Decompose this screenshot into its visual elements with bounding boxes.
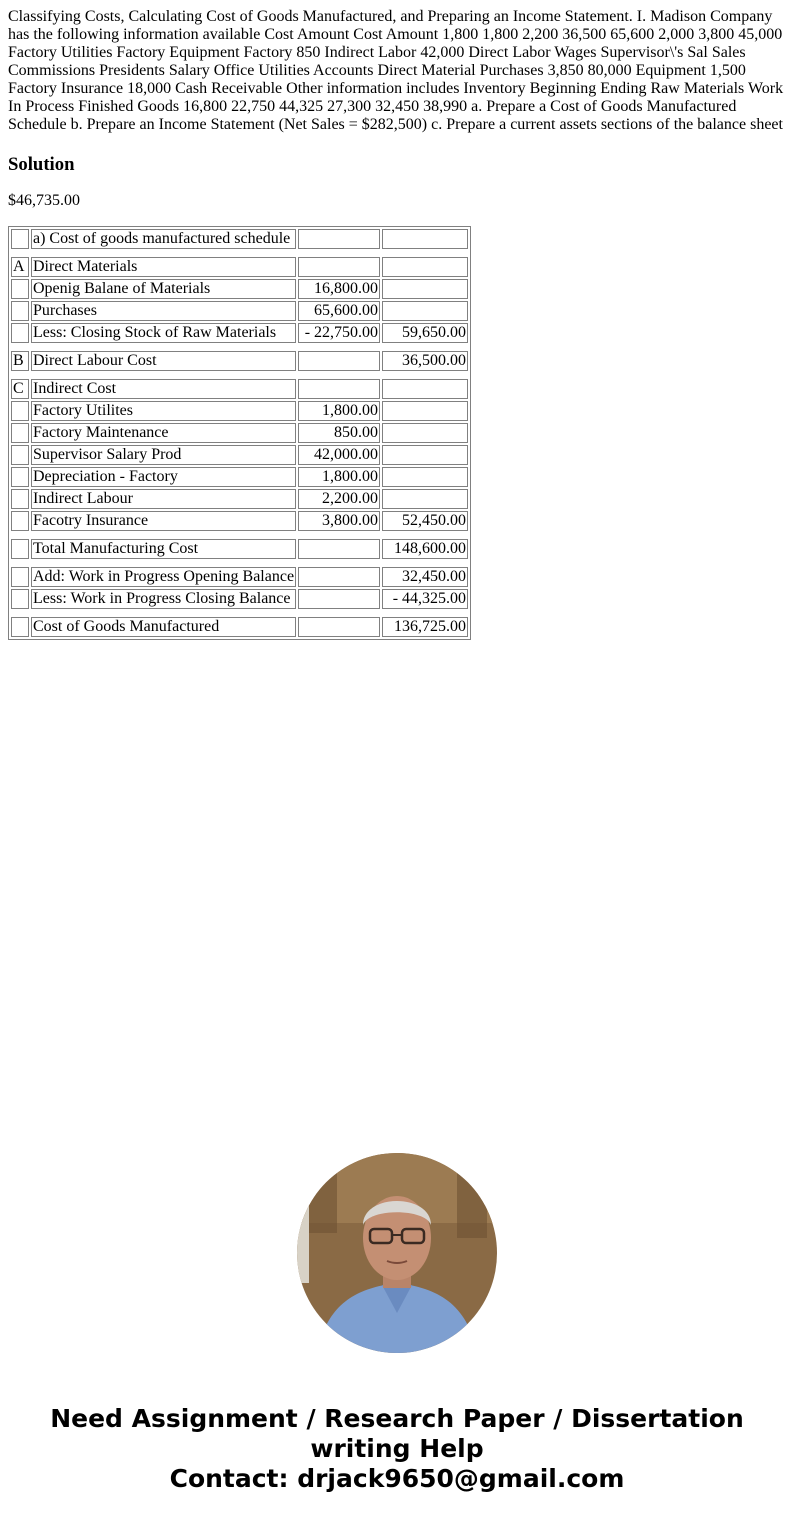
solution-heading: Solution bbox=[8, 154, 75, 175]
row-amount-cell bbox=[298, 351, 380, 371]
row-amount-cell bbox=[298, 589, 380, 609]
row-code-cell bbox=[11, 445, 29, 465]
row-total-cell bbox=[382, 229, 468, 249]
promo-contact: Contact: drjack9650@gmail.com bbox=[169, 1464, 625, 1493]
row-code-cell bbox=[11, 323, 29, 343]
row-total-cell bbox=[382, 423, 468, 443]
table-row bbox=[11, 323, 468, 343]
row-description-cell: Openig Balane of Materials bbox=[31, 279, 296, 299]
row-code-cell bbox=[11, 423, 29, 443]
row-total-cell bbox=[382, 379, 468, 399]
row-amount-cell bbox=[298, 379, 380, 399]
row-amount-cell bbox=[298, 229, 380, 249]
row-amount-cell bbox=[298, 567, 380, 587]
row-amount-cell: 850.00 bbox=[298, 423, 380, 443]
row-spacer-cell bbox=[11, 373, 468, 377]
row-spacer-cell bbox=[11, 251, 468, 255]
row-amount-cell bbox=[298, 257, 380, 277]
row-code-cell bbox=[11, 401, 29, 421]
row-code-cell bbox=[11, 567, 29, 587]
row-code-cell bbox=[11, 589, 29, 609]
row-code-cell bbox=[11, 229, 29, 249]
row-description-cell: a) Cost of goods manufactured schedule bbox=[31, 229, 296, 249]
row-spacer bbox=[11, 345, 468, 349]
table-row bbox=[11, 589, 468, 609]
row-code-cell: A bbox=[11, 257, 29, 277]
table-row bbox=[11, 511, 468, 531]
row-amount-cell: 2,200.00 bbox=[298, 489, 380, 509]
table-row bbox=[11, 257, 468, 277]
row-total-cell: 52,450.00 bbox=[382, 511, 468, 531]
row-code-cell bbox=[11, 301, 29, 321]
row-code-cell: B bbox=[11, 351, 29, 371]
row-amount-cell: 65,600.00 bbox=[298, 301, 380, 321]
row-amount-cell: 42,000.00 bbox=[298, 445, 380, 465]
row-spacer bbox=[11, 561, 468, 565]
row-amount-cell bbox=[298, 617, 380, 637]
table-row bbox=[11, 351, 468, 371]
row-amount-cell bbox=[298, 539, 380, 559]
row-description-cell: Cost of Goods Manufactured bbox=[31, 617, 296, 637]
table-row bbox=[11, 279, 468, 299]
row-amount-cell: 16,800.00 bbox=[298, 279, 380, 299]
table-row bbox=[11, 567, 468, 587]
row-spacer bbox=[11, 533, 468, 537]
tutor-photo bbox=[297, 1153, 497, 1353]
row-total-cell: 36,500.00 bbox=[382, 351, 468, 371]
row-amount-cell: - 22,750.00 bbox=[298, 323, 380, 343]
table-row bbox=[11, 445, 468, 465]
row-total-cell: - 44,325.00 bbox=[382, 589, 468, 609]
row-description-cell: Supervisor Salary Prod bbox=[31, 445, 296, 465]
answer-value: $46,735.00 bbox=[8, 192, 80, 209]
row-spacer bbox=[11, 373, 468, 377]
row-description-cell: Purchases bbox=[31, 301, 296, 321]
row-spacer bbox=[11, 251, 468, 255]
row-code-cell bbox=[11, 539, 29, 559]
row-total-cell bbox=[382, 489, 468, 509]
row-description-cell: Depreciation - Factory bbox=[31, 467, 296, 487]
row-total-cell: 136,725.00 bbox=[382, 617, 468, 637]
row-spacer-cell bbox=[11, 533, 468, 537]
table-body bbox=[11, 229, 468, 637]
row-total-cell: 148,600.00 bbox=[382, 539, 468, 559]
row-description-cell: Add: Work in Progress Opening Balance bbox=[33, 568, 295, 585]
page-content bbox=[8, 8, 786, 640]
row-spacer-cell bbox=[11, 345, 468, 349]
row-total-cell bbox=[382, 467, 468, 487]
row-description-cell: Indirect Cost bbox=[31, 379, 296, 399]
table-row bbox=[11, 423, 468, 443]
row-total-cell bbox=[382, 301, 468, 321]
row-spacer-cell bbox=[11, 611, 468, 615]
table-row bbox=[11, 229, 468, 249]
table-row bbox=[11, 401, 468, 421]
table-row bbox=[11, 379, 468, 399]
row-spacer-cell bbox=[11, 561, 468, 565]
row-description-cell: Facotry Insurance bbox=[31, 511, 296, 531]
row-code-cell bbox=[11, 617, 29, 637]
table-row bbox=[11, 301, 468, 321]
cost-of-goods-manufactured-table bbox=[8, 226, 471, 640]
row-description-cell: Factory Maintenance bbox=[31, 423, 296, 443]
row-code-cell bbox=[11, 489, 29, 509]
row-amount-cell: 3,800.00 bbox=[298, 511, 380, 531]
row-code-cell bbox=[11, 511, 29, 531]
tutor-avatar bbox=[297, 1153, 497, 1353]
row-total-cell: 59,650.00 bbox=[382, 323, 468, 343]
row-amount-cell: 1,800.00 bbox=[298, 401, 380, 421]
row-description-cell: Indirect Labour bbox=[31, 489, 296, 509]
row-code-cell bbox=[11, 279, 29, 299]
row-description-cell: Factory Utilites bbox=[31, 401, 296, 421]
promo-line-2: writing Help bbox=[310, 1434, 484, 1463]
row-description-cell: Direct Materials bbox=[31, 257, 296, 277]
row-total-cell bbox=[382, 279, 468, 299]
row-amount-cell: 1,800.00 bbox=[298, 467, 380, 487]
row-description-cell: Less: Work in Progress Closing Balance bbox=[31, 589, 296, 609]
row-total-cell: 32,450.00 bbox=[382, 567, 468, 587]
row-total-cell bbox=[382, 257, 468, 277]
question-text: Classifying Costs, Calculating Cost of Goods Manufactured, and Preparing an Income Statement. I. Madison Company has the following information available Cost Amount Cost Amount 1,800 1,800 2,200 36,500 65,600 2,000 3,800 45,000 Factory Utilities Factory Equipment Factory 850 Indirect Labor 42,000 Direct Labor Wages Supervisor\'s Sal Sales Commissions Presidents Salary Office Utilities Accounts Direct Material Purchases 3,850 80,000 Equipment 1,500 Factory Insurance 18,000 Cash Receivable Other information includes Inventory Beginning Ending Raw Materials Work In Process Finished Goods 16,800 22,750 44,325 27,300 32,450 38,990 a. Prepare a Cost of Goods Manufactured Schedule b. Prepare an Income Statement (Net Sales = $282,500) c. Prepare a current assets sections of the balance sheet bbox=[8, 8, 784, 133]
row-total-cell bbox=[382, 401, 468, 421]
row-description-cell: Direct Labour Cost bbox=[31, 351, 296, 371]
row-code-cell bbox=[11, 467, 29, 487]
table-row bbox=[11, 467, 468, 487]
row-description-cell: Total Manufacturing Cost bbox=[31, 539, 296, 559]
row-code-cell: C bbox=[11, 379, 29, 399]
promo-line-1: Need Assignment / Research Paper / Dissertation bbox=[50, 1404, 744, 1433]
row-total-cell bbox=[382, 445, 468, 465]
table-row bbox=[11, 617, 468, 637]
table-row bbox=[11, 539, 468, 559]
table-row bbox=[11, 489, 468, 509]
row-description-cell: Less: Closing Stock of Raw Materials bbox=[31, 323, 296, 343]
row-spacer bbox=[11, 611, 468, 615]
promo-banner bbox=[0, 1404, 794, 1494]
